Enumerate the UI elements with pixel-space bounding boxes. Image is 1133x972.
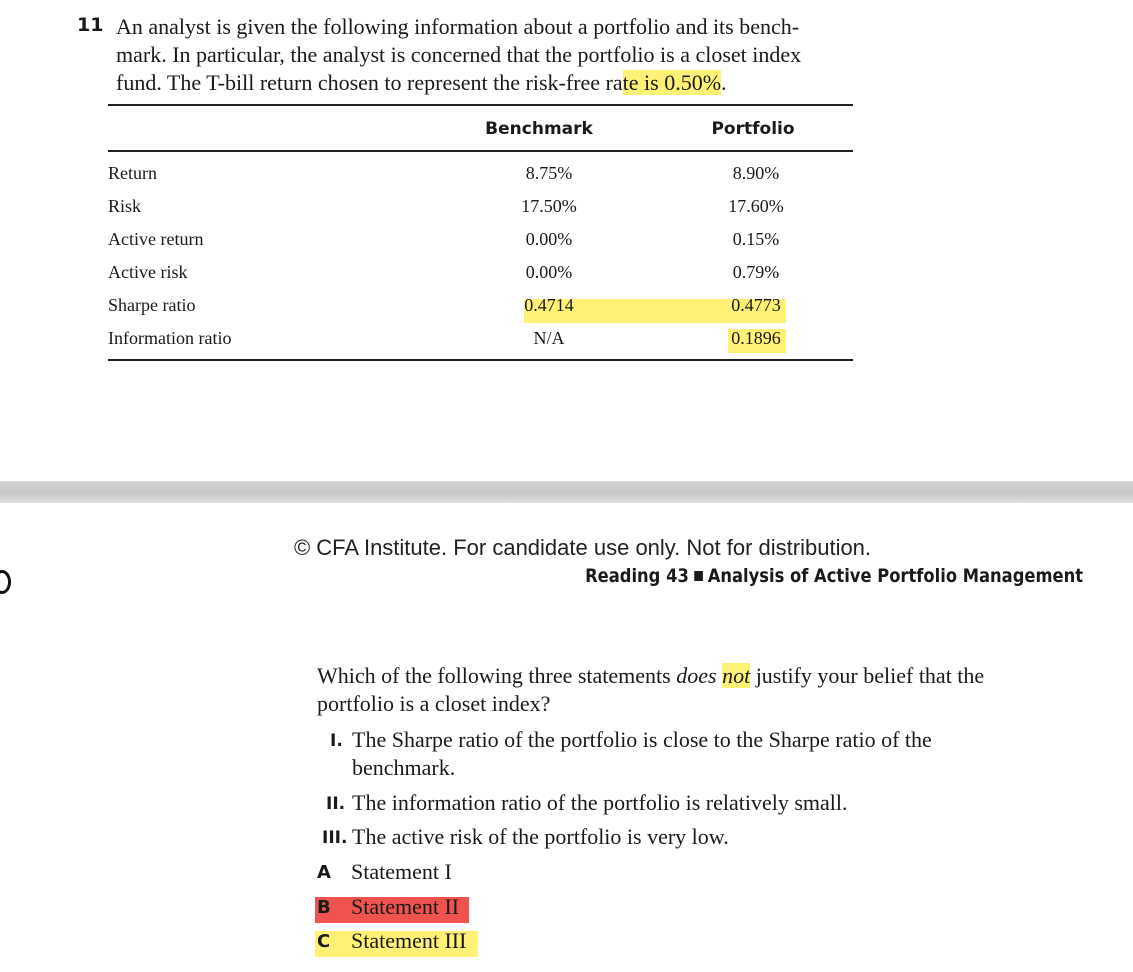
cell-benchmark-active-return: 0.00% bbox=[525, 229, 573, 249]
line3-plain: fund. The T-bill return chosen to represent the risk-free ra bbox=[116, 70, 623, 95]
cell-benchmark-return: 8.75% bbox=[525, 163, 573, 183]
cell-portfolio-risk: 17.60% bbox=[728, 196, 784, 216]
option-c-text: Statement III bbox=[351, 928, 467, 953]
header-portfolio: Portfolio bbox=[711, 119, 795, 139]
page-break-bar bbox=[0, 481, 1133, 503]
reading-title: Analysis of Active Portfolio Management bbox=[707, 565, 1083, 587]
row-label-risk: Risk bbox=[108, 196, 142, 216]
prompt-line-2: portfolio is a closet index? bbox=[317, 691, 551, 716]
cell-benchmark-active-risk: 0.00% bbox=[525, 262, 573, 282]
prompt-does: does bbox=[676, 663, 717, 688]
cell-portfolio-active-return: 0.15% bbox=[732, 229, 780, 249]
reading-number: Reading 43 bbox=[585, 565, 689, 587]
cell-benchmark-sharpe-ratio: 0.4714 bbox=[524, 295, 574, 315]
option-b-letter: B bbox=[317, 897, 331, 918]
table-header-rule bbox=[108, 150, 853, 152]
cell-portfolio-sharpe-ratio: 0.4773 bbox=[731, 295, 781, 315]
statement-1-text: The Sharpe ratio of the portfolio is close to the Sharpe ratio of the bbox=[352, 727, 932, 752]
question-text-line-2: mark. In particular, the analyst is concerned that the portfolio is a closet index bbox=[116, 42, 802, 67]
question-text-line-1: An analyst is given the following information about a portfolio and its bench- bbox=[116, 14, 800, 39]
row-label-active-return: Active return bbox=[108, 229, 204, 249]
statement-2-text: The information ratio of the portfolio is relatively small. bbox=[352, 790, 848, 815]
row-label-information-ratio: Information ratio bbox=[108, 328, 232, 348]
line3-end: . bbox=[721, 70, 727, 95]
row-label-active-risk: Active risk bbox=[108, 262, 188, 282]
cell-benchmark-information-ratio: N/A bbox=[533, 328, 565, 348]
statement-numeral-2: II. bbox=[326, 794, 346, 814]
statement-3-text: The active risk of the portfolio is very low. bbox=[352, 824, 729, 849]
row-label-sharpe-ratio: Sharpe ratio bbox=[108, 295, 196, 315]
prompt-part-2: justify your belief that the bbox=[750, 663, 985, 688]
cell-portfolio-return: 8.90% bbox=[732, 163, 780, 183]
statement-numeral-1: I. bbox=[330, 731, 343, 751]
cell-portfolio-active-risk: 0.79% bbox=[732, 262, 780, 282]
table-bottom-rule bbox=[108, 359, 853, 361]
option-a-letter: A bbox=[317, 862, 331, 883]
option-b-text: Statement II bbox=[351, 894, 460, 919]
header-benchmark: Benchmark bbox=[485, 119, 593, 139]
square-bullet-icon bbox=[694, 571, 703, 581]
cell-portfolio-information-ratio: 0.1896 bbox=[731, 328, 781, 348]
cell-benchmark-risk: 17.50% bbox=[521, 196, 577, 216]
copyright-notice: © CFA Institute. For candidate use only. Not for distribution. bbox=[293, 535, 872, 560]
table-top-rule bbox=[108, 104, 853, 106]
page-edge-mark bbox=[0, 570, 11, 594]
highlight-not: not bbox=[722, 663, 751, 688]
question-number: 11 bbox=[77, 14, 104, 36]
question-text-line-3 bbox=[116, 70, 727, 96]
row-label-return: Return bbox=[108, 163, 157, 183]
statement-1-continued: benchmark. bbox=[352, 755, 456, 780]
option-c-letter: C bbox=[317, 931, 331, 952]
prompt-line-1 bbox=[317, 663, 984, 689]
reading-header bbox=[585, 565, 1083, 587]
statement-numeral-3: III. bbox=[322, 828, 348, 848]
highlight-risk-free-rate: te is 0.50% bbox=[622, 70, 722, 95]
prompt-part-1: Which of the following three statements bbox=[317, 663, 677, 688]
option-a-text: Statement I bbox=[351, 859, 452, 884]
